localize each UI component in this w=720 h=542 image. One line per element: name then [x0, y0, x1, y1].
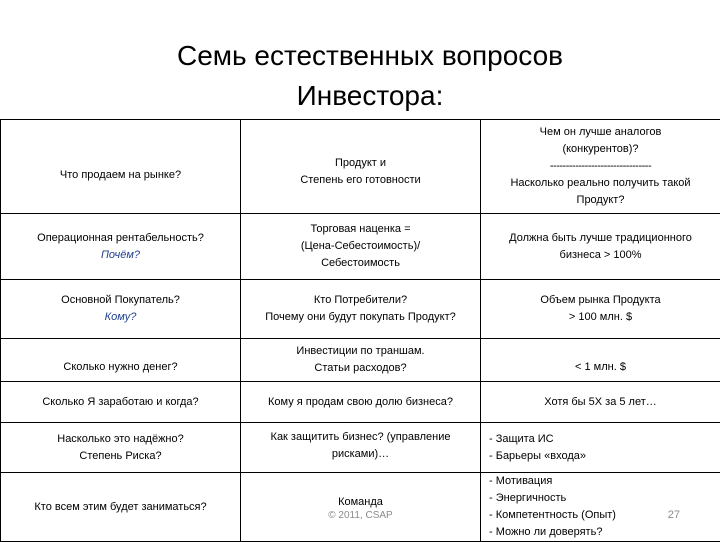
criterion-divider: -------------------------------- — [485, 158, 716, 175]
question-cell — [1, 120, 241, 214]
table-row — [1, 473, 720, 542]
criterion-line: (конкурентов)? — [485, 141, 716, 158]
criterion-line: - Можно ли доверять? — [489, 524, 716, 541]
table-row — [1, 120, 720, 214]
detail-line: (Цена-Себестоимость)/ — [245, 238, 476, 255]
title-line-1: Семь естественных вопросов — [140, 36, 600, 76]
criterion-cell — [481, 423, 720, 473]
question-subtext: Почём? — [5, 247, 236, 264]
question-cell — [1, 382, 241, 423]
table-row — [1, 214, 720, 280]
criterion-line: Насколько реально получить такой — [485, 175, 716, 192]
table-row — [1, 423, 720, 473]
detail-line: Торговая наценка = — [245, 221, 476, 238]
detail-line: Кто Потребители? — [245, 292, 476, 309]
detail-line: Команда — [245, 494, 476, 511]
question-subtext: Кому? — [5, 309, 236, 326]
questions-table — [0, 119, 720, 540]
criterion-line: > 100 млн. $ — [485, 309, 716, 326]
criterion-line: Хотя бы 5Х за 5 лет… — [485, 394, 716, 411]
criterion-line: Должна быть лучше традиционного — [485, 230, 716, 247]
detail-cell — [241, 339, 481, 382]
copyright-text: © 2011, CSAP — [245, 507, 476, 524]
detail-cell — [241, 382, 481, 423]
question-text: Операционная рентабельность? — [5, 230, 236, 247]
criterion-line: - Защита ИС — [489, 431, 716, 448]
criterion-line: Чем он лучше аналогов — [485, 124, 716, 141]
criterion-line: Продукт? — [485, 192, 716, 209]
question-text-line2: Степень Риска? — [5, 448, 236, 465]
detail-cell — [241, 120, 481, 214]
criterion-cell — [481, 473, 720, 542]
detail-line: Почему они будут покупать Продукт? — [245, 309, 476, 326]
question-text: Сколько Я заработаю и когда? — [5, 394, 236, 411]
detail-cell — [241, 423, 481, 473]
criterion-line: - Энергичность — [489, 490, 716, 507]
question-text: Насколько это надёжно? — [5, 431, 236, 448]
detail-line: Кому я продам свою долю бизнеса? — [245, 394, 476, 411]
criterion-line: - Барьеры «входа» — [489, 448, 716, 465]
question-text: Основной Покупатель? — [5, 292, 236, 309]
detail-line: Продукт и — [245, 155, 476, 172]
criterion-line: - Мотивация — [489, 473, 716, 490]
detail-cell — [241, 280, 481, 339]
detail-cell — [241, 473, 481, 542]
criterion-cell — [481, 382, 720, 423]
detail-line: Инвестиции по траншам. — [245, 343, 476, 360]
question-text: Что продаем на рынке? — [5, 167, 236, 184]
question-text: Сколько нужно денег? — [5, 359, 236, 376]
question-cell — [1, 423, 241, 473]
detail-line: рисками)… — [245, 446, 476, 463]
question-cell — [1, 280, 241, 339]
criterion-cell — [481, 120, 720, 214]
detail-line: Как защитить бизнес? (управление — [245, 429, 476, 446]
detail-line: Степень его готовности — [245, 172, 476, 189]
table-row — [1, 382, 720, 423]
detail-line: Статьи расходов? — [245, 360, 476, 377]
detail-cell — [241, 214, 481, 280]
table-row — [1, 280, 720, 339]
criterion-line: < 1 млн. $ — [485, 359, 716, 376]
question-cell — [1, 214, 241, 280]
question-cell — [1, 339, 241, 382]
criterion-line: Объем рынка Продукта — [485, 292, 716, 309]
question-text: Кто всем этим будет заниматься? — [5, 499, 236, 516]
page-number: 27 — [668, 509, 680, 521]
criterion-cell — [481, 214, 720, 280]
criterion-cell — [481, 339, 720, 382]
table-row — [1, 339, 720, 382]
criterion-line: бизнеса > 100% — [485, 247, 716, 264]
question-cell — [1, 473, 241, 542]
page-title — [140, 36, 600, 116]
criterion-line: - Компетентность (Опыт) — [489, 507, 716, 524]
title-line-2: Инвестора: — [140, 76, 600, 116]
criterion-cell — [481, 280, 720, 339]
detail-line: Себестоимость — [245, 255, 476, 272]
